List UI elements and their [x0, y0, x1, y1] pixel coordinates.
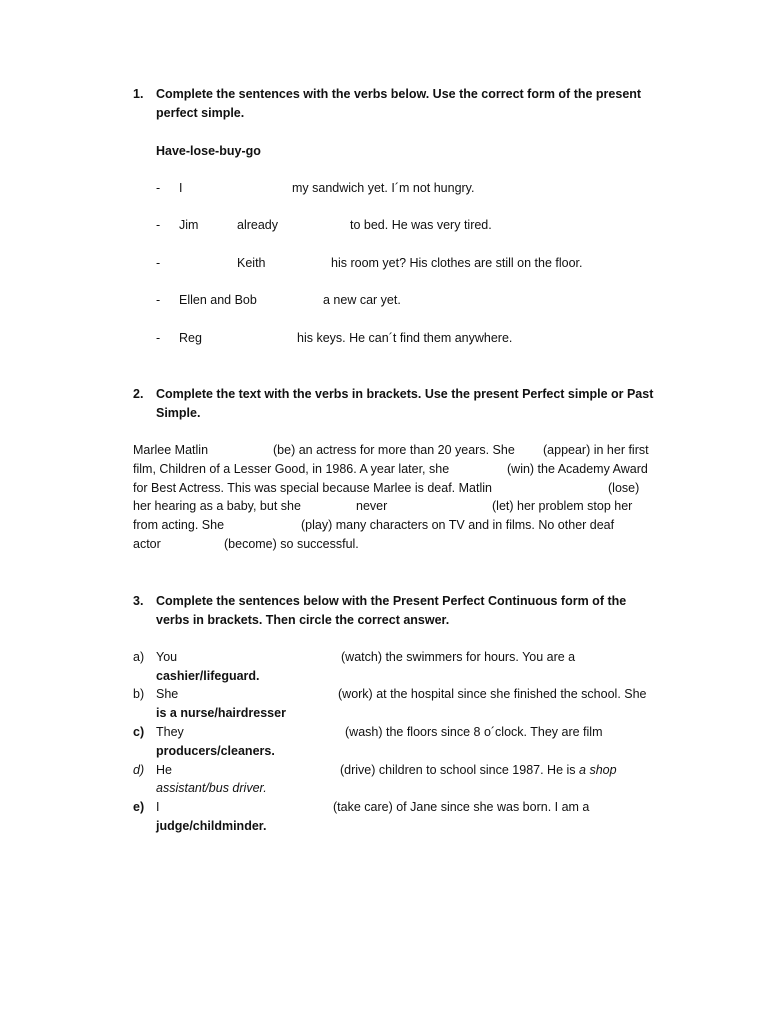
answer-choices: producers/cleaners. — [156, 744, 275, 758]
instruction: perfect simple. — [156, 106, 245, 120]
text-fragment: (lose) — [608, 481, 640, 495]
sentence-text: his room yet? His clothes are still on the floor. — [331, 256, 583, 270]
instruction: Complete the sentences with the verbs below. Use the correct form of the present — [156, 87, 642, 101]
text-fragment: her hearing as a baby, but she — [133, 499, 301, 513]
bullet-dash: - — [156, 181, 161, 195]
bullet-dash: - — [156, 331, 161, 345]
answer-choices: assistant/bus driver. — [156, 781, 267, 795]
item-subject: I — [156, 800, 160, 814]
text-fragment: (play) many characters on TV and in films. No other deaf — [301, 518, 615, 532]
exercise-number: 3. — [133, 594, 144, 608]
sentence-subject: Ellen and Bob — [179, 293, 257, 307]
exercise-number: 2. — [133, 387, 144, 401]
text-fragment: (become) so successful. — [224, 537, 359, 551]
item-text: (take care) of Jane since she was born. I am a — [333, 800, 590, 814]
text-fragment: actor — [133, 537, 161, 551]
item-letter: b) — [133, 687, 145, 701]
sentence-text: his keys. He can´t find them anywhere. — [297, 331, 513, 345]
sentence-text: a new car yet. — [323, 293, 401, 307]
text-fragment: never — [356, 499, 388, 513]
bullet-dash: - — [156, 256, 161, 270]
instruction: verbs in brackets. Then circle the correct answer. — [156, 613, 450, 627]
item-text: (wash) the floors since 8 o´clock. They are film — [345, 725, 603, 739]
item-text: (work) at the hospital since she finished the school. She — [338, 687, 647, 701]
item-letter: a) — [133, 650, 145, 664]
sentence-subject: I — [179, 181, 183, 195]
item-text-main: (drive) children to school since 1987. He is — [340, 763, 576, 777]
answer-choices: judge/childminder. — [156, 819, 267, 833]
text-fragment: (be) an actress for more than 20 years. She — [273, 443, 515, 457]
item-text — [340, 762, 617, 778]
text-fragment: (win) the Academy Award — [507, 462, 648, 476]
instruction: Simple. — [156, 406, 201, 420]
item-letter: e) — [133, 800, 145, 814]
item-subject: You — [156, 650, 178, 664]
verb-list: Have-lose-buy-go — [156, 144, 261, 158]
item-letter: c) — [133, 725, 145, 739]
exercise-number: 1. — [133, 87, 144, 101]
instruction: Complete the sentences below with the Present Perfect Continuous form of the — [156, 594, 627, 608]
item-subject: She — [156, 687, 179, 701]
sentence-text: to bed. He was very tired. — [350, 218, 492, 232]
sentence-subject: Reg — [179, 331, 202, 345]
item-text-italic: a shop — [579, 763, 617, 777]
answer-choices: is a nurse/hairdresser — [156, 706, 286, 720]
bullet-dash: - — [156, 293, 161, 307]
instruction: Complete the text with the verbs in brackets. Use the present Perfect simple or Past — [156, 387, 654, 401]
text-fragment: for Best Actress. This was special because Marlee is deaf. Matlin — [133, 481, 492, 495]
item-text: (watch) the swimmers for hours. You are a — [341, 650, 576, 664]
bullet-dash: - — [156, 218, 161, 232]
text-fragment: film, Children of a Lesser Good, in 1986. A year later, she — [133, 462, 450, 476]
text-fragment: Marlee Matlin — [133, 443, 209, 457]
item-letter: d) — [133, 763, 145, 777]
text-fragment: from acting. She — [133, 518, 225, 532]
sentence-text: my sandwich yet. I´m not hungry. — [292, 181, 475, 195]
answer-choices: cashier/lifeguard. — [156, 669, 260, 683]
sentence-subject: Jim — [179, 218, 199, 232]
text-fragment: (appear) in her first — [543, 443, 649, 457]
sentence-subject: Keith — [237, 256, 266, 270]
item-subject: They — [156, 725, 184, 739]
item-subject: He — [156, 763, 172, 777]
sentence-adverb: already — [237, 218, 278, 232]
text-fragment: (let) her problem stop her — [492, 499, 633, 513]
